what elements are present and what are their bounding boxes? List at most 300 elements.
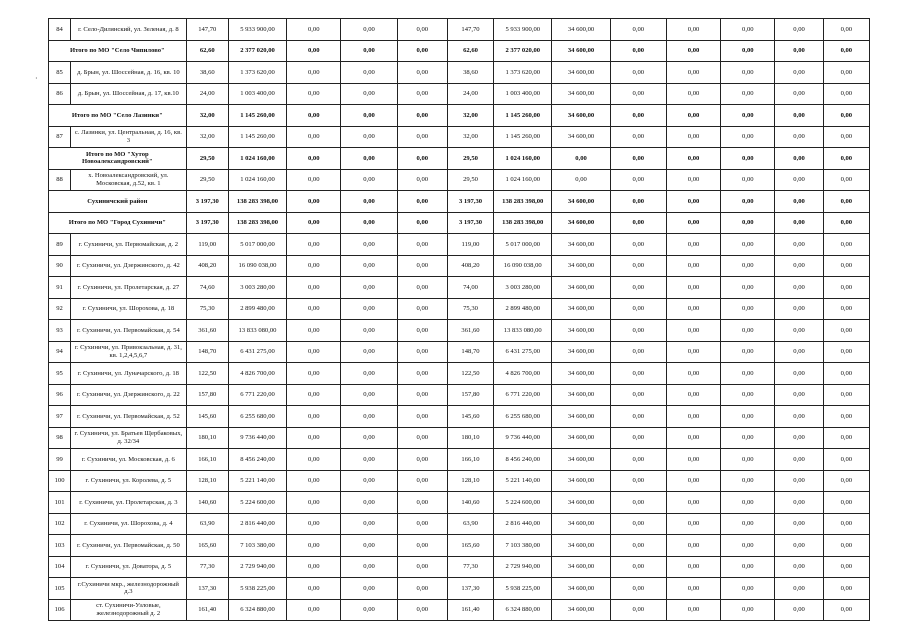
value-cell: 0,00 — [397, 406, 447, 428]
value-cell: 0,00 — [287, 83, 341, 105]
value-cell: 9 736 440,00 — [228, 427, 286, 449]
table-row — [49, 578, 870, 600]
value-cell: 0,00 — [610, 191, 666, 213]
value-cell: 77,30 — [186, 556, 228, 578]
value-cell: 32,00 — [186, 105, 228, 127]
value-cell: 0,00 — [287, 40, 341, 62]
table-row — [49, 255, 870, 277]
value-cell: 0,00 — [287, 513, 341, 535]
value-cell: 0,00 — [823, 62, 869, 84]
value-cell: 0,00 — [610, 599, 666, 621]
address-cell: г. Сухиничи, ул. Луначарского, д. 18 — [71, 363, 187, 385]
value-cell: 0,00 — [666, 384, 720, 406]
value-cell: 34 600,00 — [552, 255, 610, 277]
address-cell: г. Сухиничи, ул. Шорохова, д. 18 — [71, 298, 187, 320]
address-cell: х. Новоалександровский, ул. Московская, д.52, кв. 1 — [71, 169, 187, 191]
value-cell: 34 600,00 — [552, 513, 610, 535]
value-cell: 0,00 — [287, 298, 341, 320]
value-cell: 32,00 — [447, 105, 493, 127]
value-cell: 0,00 — [397, 341, 447, 363]
table-row — [49, 19, 870, 41]
value-cell: 0,00 — [721, 556, 775, 578]
value-cell: 0,00 — [823, 40, 869, 62]
row-number: 86 — [49, 83, 71, 105]
value-cell: 0,00 — [610, 363, 666, 385]
value-cell: 0,00 — [823, 255, 869, 277]
value-cell: 0,00 — [610, 406, 666, 428]
value-cell: 34 600,00 — [552, 449, 610, 471]
value-cell: 0,00 — [610, 255, 666, 277]
value-cell: 34 600,00 — [552, 599, 610, 621]
value-cell: 0,00 — [775, 384, 823, 406]
value-cell: 0,00 — [287, 19, 341, 41]
value-cell: 0,00 — [397, 578, 447, 600]
address-cell: г. Село-Дилянский, ул. Зеленая, д. 8 — [71, 19, 187, 41]
value-cell: 0,00 — [341, 556, 397, 578]
row-number: 106 — [49, 599, 71, 621]
value-cell: 0,00 — [666, 427, 720, 449]
value-cell: 0,00 — [610, 384, 666, 406]
value-cell: 0,00 — [397, 492, 447, 514]
value-cell: 361,60 — [447, 320, 493, 342]
value-cell: 0,00 — [397, 513, 447, 535]
value-cell: 2 899 480,00 — [228, 298, 286, 320]
value-cell: 0,00 — [397, 535, 447, 557]
value-cell: 0,00 — [287, 406, 341, 428]
value-cell: 0,00 — [666, 105, 720, 127]
address-cell: г. Сухиничи, ул. Первомайская, д. 2 — [71, 234, 187, 256]
value-cell: 0,00 — [341, 212, 397, 234]
value-cell: 63,90 — [186, 513, 228, 535]
value-cell: 0,00 — [610, 212, 666, 234]
value-cell: 2 729 940,00 — [228, 556, 286, 578]
value-cell: 0,00 — [666, 599, 720, 621]
value-cell: 1 145 260,00 — [228, 126, 286, 148]
value-cell: 0,00 — [666, 169, 720, 191]
value-cell: 24,00 — [447, 83, 493, 105]
total-label: Итого по МО "Город Сухиничи" — [49, 212, 187, 234]
value-cell: 361,60 — [186, 320, 228, 342]
value-cell: 3 197,30 — [447, 212, 493, 234]
value-cell: 0,00 — [610, 513, 666, 535]
value-cell: 0,00 — [775, 148, 823, 170]
value-cell: 0,00 — [287, 599, 341, 621]
value-cell: 138 283 398,00 — [494, 212, 552, 234]
value-cell: 5 933 900,00 — [494, 19, 552, 41]
value-cell: 5 221 140,00 — [494, 470, 552, 492]
value-cell: 145,60 — [186, 406, 228, 428]
value-cell: 0,00 — [823, 320, 869, 342]
value-cell: 34 600,00 — [552, 556, 610, 578]
value-cell: 0,00 — [823, 169, 869, 191]
value-cell: 4 826 700,00 — [494, 363, 552, 385]
value-cell: 0,00 — [721, 169, 775, 191]
value-cell: 0,00 — [666, 449, 720, 471]
value-cell: 0,00 — [775, 599, 823, 621]
value-cell: 0,00 — [775, 191, 823, 213]
value-cell: 0,00 — [823, 427, 869, 449]
value-cell: 0,00 — [721, 105, 775, 127]
value-cell: 0,00 — [341, 191, 397, 213]
total-row — [49, 148, 870, 170]
table-row — [49, 298, 870, 320]
address-cell: г. Сухиничи, ул. Пролетарская, д. 3 — [71, 492, 187, 514]
value-cell: 0,00 — [666, 277, 720, 299]
value-cell: 34 600,00 — [552, 427, 610, 449]
value-cell: 0,00 — [341, 19, 397, 41]
value-cell: 6 255 680,00 — [228, 406, 286, 428]
value-cell: 1 024 160,00 — [228, 148, 286, 170]
value-cell: 0,00 — [341, 599, 397, 621]
value-cell: 0,00 — [823, 406, 869, 428]
row-number: 97 — [49, 406, 71, 428]
value-cell: 34 600,00 — [552, 40, 610, 62]
value-cell: 0,00 — [775, 492, 823, 514]
value-cell: 0,00 — [823, 191, 869, 213]
value-cell: 0,00 — [341, 578, 397, 600]
value-cell: 137,30 — [186, 578, 228, 600]
value-cell: 0,00 — [610, 169, 666, 191]
value-cell: 0,00 — [666, 556, 720, 578]
value-cell: 0,00 — [341, 277, 397, 299]
table-row — [49, 277, 870, 299]
value-cell: 0,00 — [721, 449, 775, 471]
value-cell: 34 600,00 — [552, 298, 610, 320]
value-cell: 0,00 — [721, 19, 775, 41]
value-cell: 0,00 — [287, 191, 341, 213]
value-cell: 0,00 — [397, 62, 447, 84]
value-cell: 29,50 — [186, 148, 228, 170]
value-cell: 0,00 — [341, 255, 397, 277]
value-cell: 0,00 — [775, 19, 823, 41]
value-cell: 0,00 — [341, 320, 397, 342]
value-cell: 0,00 — [610, 83, 666, 105]
value-cell: 0,00 — [666, 363, 720, 385]
value-cell: 0,00 — [610, 277, 666, 299]
table-row — [49, 427, 870, 449]
value-cell: 0,00 — [287, 148, 341, 170]
value-cell: 408,20 — [447, 255, 493, 277]
value-cell: 0,00 — [287, 105, 341, 127]
value-cell: 0,00 — [610, 556, 666, 578]
value-cell: 34 600,00 — [552, 126, 610, 148]
value-cell: 6 771 220,00 — [494, 384, 552, 406]
value-cell: 3 197,30 — [186, 191, 228, 213]
value-cell: 34 600,00 — [552, 234, 610, 256]
address-cell: г. Сухиничи, ул. Первомайская, д. 52 — [71, 406, 187, 428]
value-cell: 0,00 — [666, 341, 720, 363]
address-cell: г. Сухиничи, ул. Королева, д. 5 — [71, 470, 187, 492]
value-cell: 0,00 — [666, 234, 720, 256]
table-row — [49, 513, 870, 535]
value-cell: 157,80 — [186, 384, 228, 406]
value-cell: 0,00 — [721, 470, 775, 492]
value-cell: 5 017 000,00 — [228, 234, 286, 256]
value-cell: 74,60 — [186, 277, 228, 299]
value-cell: 3 003 280,00 — [228, 277, 286, 299]
value-cell: 0,00 — [341, 62, 397, 84]
value-cell: 29,50 — [447, 148, 493, 170]
table-row — [49, 384, 870, 406]
value-cell: 148,70 — [186, 341, 228, 363]
value-cell: 128,10 — [186, 470, 228, 492]
row-number: 102 — [49, 513, 71, 535]
address-cell: г. Сухиничи, ул. Шорохова, д. 4 — [71, 513, 187, 535]
value-cell: 34 600,00 — [552, 191, 610, 213]
table-row — [49, 449, 870, 471]
value-cell: 0,00 — [610, 341, 666, 363]
value-cell: 0,00 — [823, 599, 869, 621]
value-cell: 157,80 — [447, 384, 493, 406]
value-cell: 0,00 — [287, 427, 341, 449]
address-cell: д. Брын, ул. Шоссейная, д. 16, кв. 10 — [71, 62, 187, 84]
value-cell: 0,00 — [397, 212, 447, 234]
value-cell: 408,20 — [186, 255, 228, 277]
value-cell: 0,00 — [775, 298, 823, 320]
value-cell: 119,00 — [186, 234, 228, 256]
value-cell: 0,00 — [721, 212, 775, 234]
value-cell: 0,00 — [287, 363, 341, 385]
value-cell: 0,00 — [287, 556, 341, 578]
value-cell: 0,00 — [397, 105, 447, 127]
value-cell: 29,50 — [447, 169, 493, 191]
total-label: Итого по МО "Село Лазинки" — [49, 105, 187, 127]
value-cell: 5 938 225,00 — [494, 578, 552, 600]
document-sheet — [48, 18, 870, 621]
value-cell: 0,00 — [287, 126, 341, 148]
table-row — [49, 599, 870, 621]
value-cell: 0,00 — [341, 406, 397, 428]
value-cell: 0,00 — [823, 234, 869, 256]
value-cell: 6 324 880,00 — [228, 599, 286, 621]
value-cell: 0,00 — [287, 212, 341, 234]
value-cell: 13 833 080,00 — [228, 320, 286, 342]
value-cell: 0,00 — [775, 363, 823, 385]
value-cell: 122,50 — [186, 363, 228, 385]
value-cell: 0,00 — [775, 234, 823, 256]
row-number: 94 — [49, 341, 71, 363]
value-cell: 2 816 440,00 — [494, 513, 552, 535]
value-cell: 0,00 — [775, 62, 823, 84]
value-cell: 34 600,00 — [552, 62, 610, 84]
value-cell: 0,00 — [666, 406, 720, 428]
value-cell: 145,60 — [447, 406, 493, 428]
value-cell: 6 431 275,00 — [494, 341, 552, 363]
value-cell: 0,00 — [823, 363, 869, 385]
value-cell: 75,30 — [447, 298, 493, 320]
value-cell: 0,00 — [721, 126, 775, 148]
row-number: 104 — [49, 556, 71, 578]
value-cell: 138 283 398,00 — [494, 191, 552, 213]
value-cell: 6 255 680,00 — [494, 406, 552, 428]
address-cell: г. Сухиничи, ул. Московская, д. 6 — [71, 449, 187, 471]
value-cell: 5 017 000,00 — [494, 234, 552, 256]
value-cell: 0,00 — [341, 234, 397, 256]
value-cell: 0,00 — [397, 449, 447, 471]
value-cell: 34 600,00 — [552, 105, 610, 127]
table-row — [49, 406, 870, 428]
value-cell: 0,00 — [721, 234, 775, 256]
table-row — [49, 62, 870, 84]
value-cell: 0,00 — [341, 470, 397, 492]
value-cell: 0,00 — [397, 19, 447, 41]
row-number: 103 — [49, 535, 71, 557]
address-cell: г. Сухиничи, ул. Первомайская, д. 50 — [71, 535, 187, 557]
value-cell: 0,00 — [666, 492, 720, 514]
value-cell: 0,00 — [666, 40, 720, 62]
value-cell: 6 324 880,00 — [494, 599, 552, 621]
value-cell: 0,00 — [397, 384, 447, 406]
address-cell: г. Сухиничи, ул. Братьев Щербаковых, д. 32/34 — [71, 427, 187, 449]
address-cell: г. Сухиничи, ул. Привокзальная, д. 31, кв. 1,2,4,5,6,7 — [71, 341, 187, 363]
value-cell: 63,90 — [447, 513, 493, 535]
value-cell: 0,00 — [666, 148, 720, 170]
value-cell: 1 373 620,00 — [494, 62, 552, 84]
value-cell: 0,00 — [397, 427, 447, 449]
address-cell: с. Лазинки, ул. Центральная, д. 16, кв. 3 — [71, 126, 187, 148]
value-cell: 0,00 — [721, 492, 775, 514]
value-cell: 0,00 — [397, 255, 447, 277]
value-cell: 0,00 — [721, 363, 775, 385]
value-cell: 0,00 — [287, 234, 341, 256]
value-cell: 0,00 — [775, 427, 823, 449]
total-row — [49, 105, 870, 127]
value-cell: 0,00 — [341, 492, 397, 514]
value-cell: 0,00 — [552, 148, 610, 170]
value-cell: 0,00 — [397, 277, 447, 299]
address-cell: ст. Сухиничи-Узловые, железнодорожный д. 2 — [71, 599, 187, 621]
value-cell: 38,60 — [186, 62, 228, 84]
value-cell: 2 377 020,00 — [494, 40, 552, 62]
value-cell: 0,00 — [823, 126, 869, 148]
value-cell: 0,00 — [341, 169, 397, 191]
value-cell: 0,00 — [610, 449, 666, 471]
value-cell: 0,00 — [721, 83, 775, 105]
value-cell: 0,00 — [287, 470, 341, 492]
row-number: 101 — [49, 492, 71, 514]
value-cell: 4 826 700,00 — [228, 363, 286, 385]
address-cell: г. Сухиничи, ул. Доватора, д. 5 — [71, 556, 187, 578]
value-cell: 0,00 — [721, 277, 775, 299]
address-cell: г. Сухиничи, ул. Дзержинского, д. 42 — [71, 255, 187, 277]
value-cell: 0,00 — [823, 83, 869, 105]
value-cell: 0,00 — [397, 320, 447, 342]
value-cell: 0,00 — [287, 255, 341, 277]
value-cell: 0,00 — [397, 363, 447, 385]
value-cell: 0,00 — [341, 513, 397, 535]
total-row — [49, 191, 870, 213]
value-cell: 0,00 — [341, 40, 397, 62]
row-number: 90 — [49, 255, 71, 277]
value-cell: 34 600,00 — [552, 406, 610, 428]
value-cell: 0,00 — [666, 62, 720, 84]
value-cell: 38,60 — [447, 62, 493, 84]
value-cell: 0,00 — [666, 578, 720, 600]
total-label: Сухиничский район — [49, 191, 187, 213]
value-cell: 161,40 — [186, 599, 228, 621]
row-number: 91 — [49, 277, 71, 299]
value-cell: 0,00 — [775, 277, 823, 299]
value-cell: 119,00 — [447, 234, 493, 256]
value-cell: 0,00 — [341, 298, 397, 320]
value-cell: 1 003 400,00 — [494, 83, 552, 105]
value-cell: 16 090 038,00 — [494, 255, 552, 277]
value-cell: 0,00 — [397, 470, 447, 492]
total-row — [49, 40, 870, 62]
value-cell: 0,00 — [775, 40, 823, 62]
value-cell: 0,00 — [287, 169, 341, 191]
value-cell: 2 816 440,00 — [228, 513, 286, 535]
value-cell: 0,00 — [721, 384, 775, 406]
value-cell: 0,00 — [823, 298, 869, 320]
value-cell: 34 600,00 — [552, 578, 610, 600]
value-cell: 0,00 — [775, 578, 823, 600]
value-cell: 74,00 — [447, 277, 493, 299]
value-cell: 180,10 — [447, 427, 493, 449]
value-cell: 34 600,00 — [552, 363, 610, 385]
value-cell: 0,00 — [721, 578, 775, 600]
value-cell: 0,00 — [775, 105, 823, 127]
value-cell: 34 600,00 — [552, 19, 610, 41]
value-cell: 0,00 — [610, 234, 666, 256]
value-cell: 2 729 940,00 — [494, 556, 552, 578]
value-cell: 0,00 — [721, 40, 775, 62]
value-cell: 0,00 — [823, 492, 869, 514]
value-cell: 0,00 — [823, 470, 869, 492]
value-cell: 3 197,30 — [186, 212, 228, 234]
value-cell: 5 938 225,00 — [228, 578, 286, 600]
value-cell: 0,00 — [341, 105, 397, 127]
value-cell: 34 600,00 — [552, 320, 610, 342]
value-cell: 0,00 — [610, 578, 666, 600]
value-cell: 34 600,00 — [552, 83, 610, 105]
value-cell: 7 103 380,00 — [494, 535, 552, 557]
value-cell: 0,00 — [287, 320, 341, 342]
value-cell: 32,00 — [186, 126, 228, 148]
value-cell: 0,00 — [341, 449, 397, 471]
value-cell: 1 145 260,00 — [228, 105, 286, 127]
value-cell: 0,00 — [397, 234, 447, 256]
value-cell: 147,70 — [186, 19, 228, 41]
value-cell: 0,00 — [341, 83, 397, 105]
value-cell: 0,00 — [341, 363, 397, 385]
value-cell: 0,00 — [721, 320, 775, 342]
value-cell: 8 456 240,00 — [228, 449, 286, 471]
value-cell: 0,00 — [823, 148, 869, 170]
table-row — [49, 556, 870, 578]
value-cell: 0,00 — [610, 535, 666, 557]
value-cell: 0,00 — [666, 191, 720, 213]
value-cell: 29,50 — [186, 169, 228, 191]
value-cell: 140,60 — [186, 492, 228, 514]
value-cell: 0,00 — [287, 341, 341, 363]
value-cell: 34 600,00 — [552, 535, 610, 557]
value-cell: 165,60 — [186, 535, 228, 557]
row-number: 92 — [49, 298, 71, 320]
value-cell: 0,00 — [666, 320, 720, 342]
value-cell: 0,00 — [775, 535, 823, 557]
value-cell: 5 224 600,00 — [228, 492, 286, 514]
value-cell: 5 221 140,00 — [228, 470, 286, 492]
value-cell: 0,00 — [287, 449, 341, 471]
value-cell: 0,00 — [666, 255, 720, 277]
value-cell: 0,00 — [341, 384, 397, 406]
value-cell: 0,00 — [775, 320, 823, 342]
value-cell: 2 899 480,00 — [494, 298, 552, 320]
value-cell: 62,60 — [186, 40, 228, 62]
value-cell: 0,00 — [721, 341, 775, 363]
value-cell: 0,00 — [610, 470, 666, 492]
